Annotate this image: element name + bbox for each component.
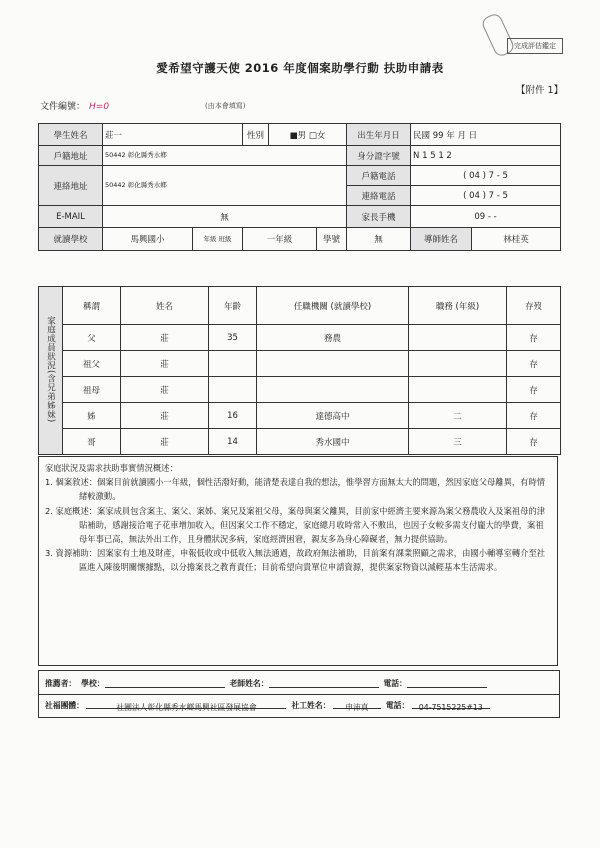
family-age[interactable]: 16 [209,403,257,429]
referrer-row [45,673,553,695]
family-status[interactable]: 存 [507,403,561,429]
gender-female-checkbox[interactable]: □女 [308,130,326,141]
birth-field[interactable]: 民國 99 年 月 日 [411,124,561,146]
description-item-resources: 3. 資源補助：因案家有土地及財產，申報低收或中低收入無法通過，故政府無法補助，目前案有課業照顧之需求，由國小輔導室轉介至社區進入陳後明關懷據點，以分擔案長之教育責任；目前希望向貴單位申請資源，提供案家物資以減輕基本生活需求。 [45,548,546,573]
attachment-label: 【附件 1】 [516,85,564,96]
family-org[interactable]: 達德高中 [257,403,409,429]
description-item-case: 1. 個案敘述：個案目前就讀國小一年級，個性活潑好動，能清楚表達自我的想法，惟學習方面無太大的問題，然因家庭父母離異，有時情緒較激動。 [45,477,546,502]
family-status[interactable]: 存 [507,377,561,403]
dept-value: 無 [374,235,383,245]
id-label: 身分證字號 [347,146,411,166]
referrer-teacher-label: 老師姓名： [229,679,269,688]
email-label: E-MAIL [39,206,103,228]
student-name-field[interactable]: 莊一 [103,124,243,146]
teacher-field[interactable]: 林桂英 [503,235,529,245]
organization-phone-label: 電話： [385,701,410,710]
family-rel: 祖父 [63,351,121,377]
family-rel: 姊 [63,403,121,429]
family-role[interactable]: 二 [409,403,507,429]
family-section-text: 家庭成員狀況(含兄弟姊妹) [45,315,56,423]
dept-field[interactable] [347,228,411,251]
table-row [39,351,561,377]
description-item-family: 2. 家庭概述：案家成員包含案主、案父、案姊、案兄及案祖父母，案母與案父離異，目前家中經濟主要來源為案父務農收入及案祖母的津貼補助，感謝接洽電子花車增加收入，但因案父工作不穩定，家庭總月收時常入不敷出，也因子女較多需支付龐大的學費，案祖母年事已高，無法外出工作，且身體狀況多病，家庭經濟困窘，親友多為身心障礙者，無力提供協助。 [45,505,546,545]
household-phone-label: 戶籍電話 [347,166,411,186]
contact-address-label: 連絡地址 [39,166,103,206]
organization-phone-field[interactable]: 04-7515225#13 [412,697,490,709]
social-worker-label: 社工姓名： [291,701,331,710]
gender-male-checkbox[interactable]: ■男 [289,130,307,141]
family-name[interactable]: 莊 [121,377,209,403]
teacher-cell [411,228,561,251]
table-row [39,325,561,351]
student-name-label: 學生姓名 [39,124,103,146]
gender-label: 性別 [243,124,269,146]
family-name[interactable]: 莊 [121,351,209,377]
family-table [38,286,561,455]
file-number-note: (由本會填寫) [205,102,246,110]
family-org[interactable]: 務農 [257,325,409,351]
family-role[interactable] [409,377,507,403]
family-header-role: 職務 (年級) [409,287,507,325]
family-header-age: 年齡 [209,287,257,325]
evaluation-stamp: 完成評估鑑定 [507,38,563,54]
gender-field[interactable] [269,124,347,146]
id-field[interactable]: N 1 5 1 2 [411,146,561,166]
grade-field[interactable]: 一年級 [243,228,317,251]
referrer-teacher-field[interactable] [269,676,379,688]
social-worker-field[interactable]: 申沛真 [333,697,381,709]
file-number-value: H=0 [89,102,110,112]
family-role[interactable] [409,351,507,377]
referrer-phone-label: 電話： [383,679,407,688]
contact-address-field[interactable]: 50442 彰化縣秀水鄉 [103,166,347,206]
family-header-org: 任職機關 (就讀學校) [257,287,409,325]
family-rel: 哥 [63,429,121,455]
contact-phone-label: 連絡電話 [347,186,411,206]
family-age[interactable] [209,377,257,403]
family-org[interactable] [257,351,409,377]
family-age[interactable]: 35 [209,325,257,351]
file-number-label: 文件編號： [40,102,86,112]
household-address-field[interactable]: 50442 彰化縣秀水鄉 [103,146,347,166]
basic-info-table [38,123,561,251]
family-name[interactable]: 莊 [121,429,209,455]
family-status[interactable]: 存 [507,325,561,351]
birth-label: 出生年月日 [347,124,411,146]
family-header-rel: 稱謂 [63,287,121,325]
table-row [39,429,561,455]
referrer-section [38,670,560,718]
family-header-status: 存歿 [507,287,561,325]
organization-label: 社福團體： [45,701,84,710]
family-org[interactable]: 秀水國中 [257,429,409,455]
school-field[interactable]: 馬興國小 [103,228,193,251]
family-status[interactable]: 存 [507,429,561,455]
family-situation-description[interactable] [38,456,558,666]
organization-row [39,694,559,717]
contact-phone-field[interactable]: ( 04 ) 7 - 5 [411,186,561,206]
referrer-school-label: 學校： [81,679,105,688]
family-rel: 父 [63,325,121,351]
family-rel: 祖母 [63,377,121,403]
description-heading: 家庭狀況及需求扶助事實情況概述： [45,463,178,473]
family-header-name: 姓名 [121,287,209,325]
referrer-school-field[interactable] [105,676,225,688]
parent-mobile-field[interactable]: 09 - - [411,206,561,228]
table-row [39,377,561,403]
household-address-label: 戶籍地址 [39,146,103,166]
household-phone-field[interactable]: ( 04 ) 7 - 5 [411,166,561,186]
family-org[interactable] [257,377,409,403]
family-role[interactable] [409,325,507,351]
organization-field[interactable]: 社團法人彰化縣秀水鄉馬興社區發展協會 [86,697,286,709]
dept-label: 學號 [317,228,347,251]
form-title: 愛希望守護天使 2016 年度個案助學行動 扶助申請表 [156,61,444,75]
family-status[interactable]: 存 [507,351,561,377]
teacher-label: 導師姓名 [411,228,472,250]
family-role[interactable]: 三 [409,429,507,455]
grade-label: 年級 班級 [193,228,243,251]
family-name[interactable]: 莊 [121,325,209,351]
family-age[interactable] [209,351,257,377]
referrer-phone-field[interactable] [407,676,487,688]
family-section-label [39,287,63,455]
family-age[interactable]: 14 [209,429,257,455]
school-label: 就讀學校 [39,228,103,251]
referrer-label: 推薦者： [45,679,77,688]
family-name[interactable]: 莊 [121,403,209,429]
file-number [40,99,109,112]
table-row [39,403,561,429]
parent-mobile-label: 家長手機 [347,206,411,228]
email-field[interactable]: 無 [103,206,347,228]
